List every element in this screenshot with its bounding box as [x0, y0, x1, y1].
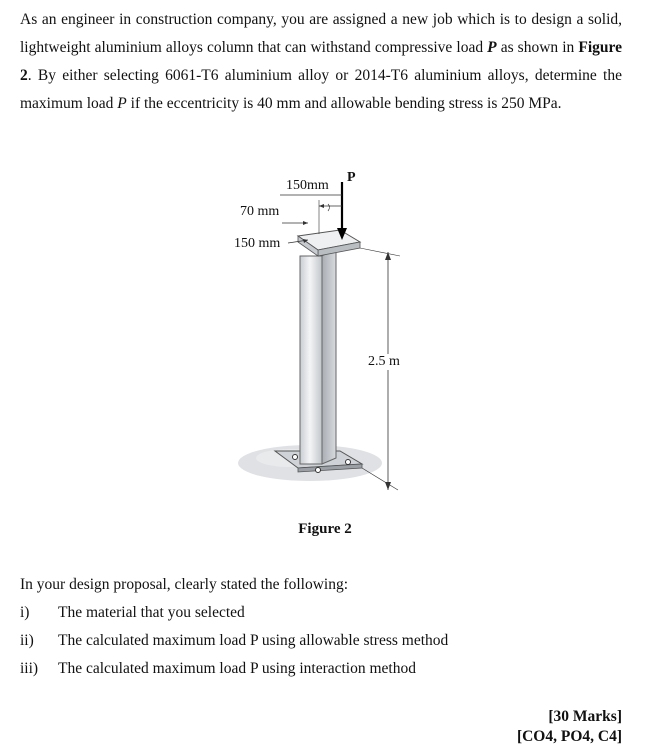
marks-block [517, 707, 622, 747]
label-height: 2.5 m [368, 354, 400, 369]
item-number: i) [20, 604, 30, 621]
instruction-item [20, 632, 448, 650]
problem-statement [20, 6, 622, 118]
total-marks: [30 Marks] [548, 708, 622, 725]
load-symbol-2: P [117, 95, 127, 112]
bolt [293, 455, 298, 460]
column-front [300, 256, 322, 464]
label-top-width: 150mm [286, 178, 329, 193]
problem-text-4: if the eccentricity is 40 mm and allowable bending stress is 250 MPa. [126, 95, 562, 112]
item-number: ii) [20, 632, 34, 649]
label-150mm: 150 mm [234, 236, 281, 251]
problem-text-2: as shown in [496, 39, 579, 56]
label-load-p: P [347, 170, 356, 185]
label-70mm: 70 mm [240, 204, 280, 219]
item-text: The material that you selected [58, 604, 245, 621]
problem-text-3: . By either selecting 6061-T6 aluminium alloy or 2014-T6 aluminium alloys, determine the maximum load [20, 67, 622, 112]
column-figure [220, 168, 420, 508]
instruction-item [20, 604, 245, 622]
item-number: iii) [20, 660, 39, 677]
item-text: The calculated maximum load P using allowable stress method [58, 632, 449, 649]
problem-text-1: As an engineer in construction company, you are assigned a new job which is to design a solid, lightweight aluminium alloys column that can withstand compressive load [20, 11, 622, 56]
course-outcomes: [CO4, PO4, C4] [516, 728, 622, 745]
item-text: The calculated maximum load P using interaction method [58, 660, 416, 677]
figure-caption: Figure 2 [298, 521, 352, 537]
instruction-item [20, 660, 416, 678]
load-symbol: P [487, 39, 497, 56]
instructions-intro: In your design proposal, clearly stated the following: [20, 576, 349, 593]
column-side [322, 248, 336, 464]
figure-reference: Figure 2 [20, 39, 622, 84]
